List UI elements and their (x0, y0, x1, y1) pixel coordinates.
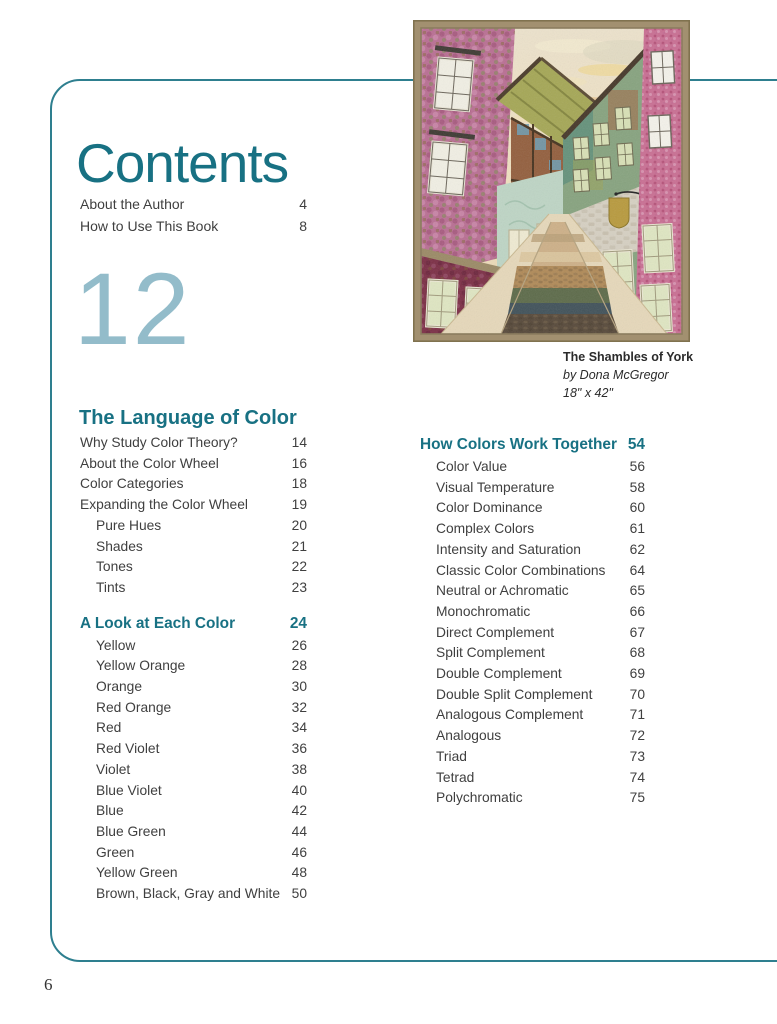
toc-row (80, 698, 307, 719)
toc-row (420, 768, 645, 789)
toc-row (420, 498, 645, 519)
toc-entry-page-number: 62 (629, 541, 645, 557)
toc-entry-label: Shades (96, 538, 143, 554)
toc-entry-label: Tints (96, 579, 126, 595)
toc-entry-page-number: 20 (291, 517, 307, 533)
toc-row (80, 863, 307, 884)
toc-entry-label: Visual Temperature (436, 479, 555, 495)
toc-row (420, 747, 645, 768)
toc-row (420, 602, 645, 623)
toc-entry-label: Pure Hues (96, 517, 162, 533)
page-title: Contents (76, 131, 289, 194)
toc-row (80, 739, 307, 760)
artwork-title: The Shambles of York (563, 350, 694, 364)
toc-row (80, 193, 307, 215)
toc-entry-page-number: 23 (291, 579, 307, 595)
toc-entry-label: Yellow (96, 637, 136, 653)
toc-entry-page-number: 16 (291, 455, 307, 471)
toc-row (80, 781, 307, 802)
toc-entry-page-number: 18 (291, 476, 307, 492)
toc-entry-label: A Look at Each Color (80, 614, 236, 632)
toc-right-column (420, 433, 645, 809)
toc-row (80, 656, 307, 677)
quilt-artwork-illustration (413, 20, 690, 342)
chapter-title: The Language of Color (79, 406, 297, 429)
toc-entry-label: Blue Violet (96, 782, 162, 798)
artwork-byline: by Dona McGregor (563, 368, 669, 382)
toc-entry-page-number: 72 (629, 728, 645, 744)
toc-entry-label: Red Orange (96, 699, 172, 715)
toc-entry-label: Color Dominance (436, 500, 543, 516)
toc-entry-page-number: 36 (291, 741, 307, 757)
toc-entry-label: Brown, Black, Gray and White (96, 886, 281, 902)
toc-entry-page-number: 24 (289, 614, 307, 632)
toc-row (80, 433, 307, 454)
toc-left-column (80, 433, 307, 905)
toc-entry-label: Complex Colors (436, 521, 535, 537)
toc-entry-page-number: 56 (629, 459, 645, 474)
toc-entry-page-number: 8 (299, 218, 307, 235)
toc-entry-label: Double Complement (436, 666, 562, 682)
toc-entry-label: Blue (96, 803, 124, 819)
toc-entry-label: Yellow Green (96, 865, 178, 881)
toc-entry-label: Split Complement (436, 645, 545, 661)
toc-row (80, 215, 307, 237)
toc-entry-page-number: 50 (291, 886, 307, 902)
toc-entry-page-number: 48 (291, 865, 307, 881)
toc-entry-label: Red (96, 720, 122, 736)
page-number: 6 (44, 975, 53, 994)
toc-row (80, 557, 307, 578)
toc-entry-label: Blue Green (96, 823, 166, 839)
toc-row (80, 677, 307, 698)
toc-entry-page-number: 44 (291, 823, 307, 839)
toc-entry-label: Green (96, 844, 135, 860)
toc-row (80, 822, 307, 843)
toc-entry-page-number: 64 (629, 562, 645, 578)
toc-entry-label: Monochromatic (436, 603, 531, 619)
toc-row (420, 643, 645, 664)
toc-entry-page-number: 42 (291, 803, 307, 819)
toc-row (80, 537, 307, 558)
toc-entry-label: Color Categories (80, 476, 184, 492)
toc-entry-page-number: 61 (629, 521, 645, 537)
toc-entry-label: Analogous (436, 728, 502, 744)
toc-row (80, 801, 307, 822)
toc-row (80, 454, 307, 475)
toc-entry-page-number: 73 (629, 748, 645, 764)
toc-entry-page-number: 58 (629, 479, 645, 495)
toc-row (420, 519, 645, 540)
toc-row (80, 578, 307, 599)
toc-entry-page-number: 71 (629, 707, 645, 723)
toc-entry-page-number: 30 (291, 679, 307, 695)
toc-entry-page-number: 70 (629, 686, 645, 702)
toc-row (80, 516, 307, 537)
toc-row (80, 760, 307, 781)
toc-row (80, 636, 307, 657)
toc-row (80, 612, 307, 636)
toc-entry-label: Classic Color Combinations (436, 562, 606, 578)
toc-entry-page-number: 66 (629, 603, 645, 619)
toc-entry-page-number: 34 (291, 720, 307, 736)
toc-entry-label: How to Use This Book (80, 218, 219, 235)
toc-entry-label: Expanding the Color Wheel (80, 497, 248, 513)
artwork-dimensions: 18" x 42" (563, 386, 613, 400)
toc-entry-page-number: 67 (629, 624, 645, 640)
toc-entry-page-number: 68 (629, 645, 645, 661)
toc-entry-label: Intensity and Saturation (436, 541, 581, 557)
toc-entry-label: Neutral or Achromatic (436, 583, 569, 599)
toc-entry-page-number: 65 (629, 583, 645, 599)
front-matter-list (80, 193, 307, 238)
toc-row (80, 718, 307, 739)
toc-row (420, 457, 645, 478)
toc-row (420, 788, 645, 809)
toc-row (420, 540, 645, 561)
toc-entry-page-number: 28 (291, 658, 307, 674)
toc-row (80, 843, 307, 864)
toc-entry-label: Tetrad (436, 769, 475, 785)
toc-entry-page-number: 38 (291, 761, 307, 777)
toc-row (420, 705, 645, 726)
toc-entry-page-number: 22 (291, 559, 307, 575)
toc-row (420, 664, 645, 685)
toc-entry-page-number: 14 (291, 435, 307, 450)
toc-entry-label: Tones (96, 559, 133, 575)
toc-entry-page-number: 54 (627, 436, 645, 453)
toc-entry-label: Why Study Color Theory? (80, 435, 238, 450)
toc-entry-label: Red Violet (96, 741, 160, 757)
toc-row (420, 685, 645, 706)
quilt-artwork-image (413, 20, 690, 342)
toc-entry-page-number: 26 (291, 637, 307, 653)
chapter-number: 12 (74, 252, 192, 366)
toc-row (80, 474, 307, 495)
toc-entry-label: Color Value (436, 459, 508, 474)
toc-entry-label: Polychromatic (436, 790, 523, 806)
toc-entry-label: Direct Complement (436, 624, 555, 640)
toc-row (420, 726, 645, 747)
toc-entry-label: Double Split Complement (436, 686, 593, 702)
toc-entry-page-number: 74 (629, 769, 645, 785)
toc-entry-page-number: 75 (629, 790, 645, 806)
toc-entry-page-number: 40 (291, 782, 307, 798)
toc-row (80, 495, 307, 516)
toc-row (80, 884, 307, 905)
toc-entry-label: About the Author (80, 196, 185, 212)
toc-entry-label: Violet (96, 761, 131, 777)
toc-entry-page-number: 69 (629, 666, 645, 682)
toc-entry-page-number: 60 (629, 500, 645, 516)
artwork-caption (563, 348, 698, 402)
toc-entry-page-number: 21 (291, 538, 307, 554)
toc-entry-label: Orange (96, 679, 143, 695)
toc-entry-label: Analogous Complement (436, 707, 584, 723)
toc-entry-page-number: 46 (291, 844, 307, 860)
toc-entry-label: How Colors Work Together (420, 436, 617, 453)
toc-entry-label: Yellow Orange (96, 658, 186, 674)
toc-row (420, 478, 645, 499)
toc-entry-page-number: 19 (291, 497, 307, 513)
toc-row (420, 623, 645, 644)
toc-entry-page-number: 4 (299, 196, 307, 212)
toc-row (420, 581, 645, 602)
toc-entry-label: Triad (436, 748, 467, 764)
toc-entry-page-number: 32 (291, 699, 307, 715)
toc-row (420, 433, 645, 457)
toc-entry-label: About the Color Wheel (80, 455, 219, 471)
toc-row (420, 561, 645, 582)
